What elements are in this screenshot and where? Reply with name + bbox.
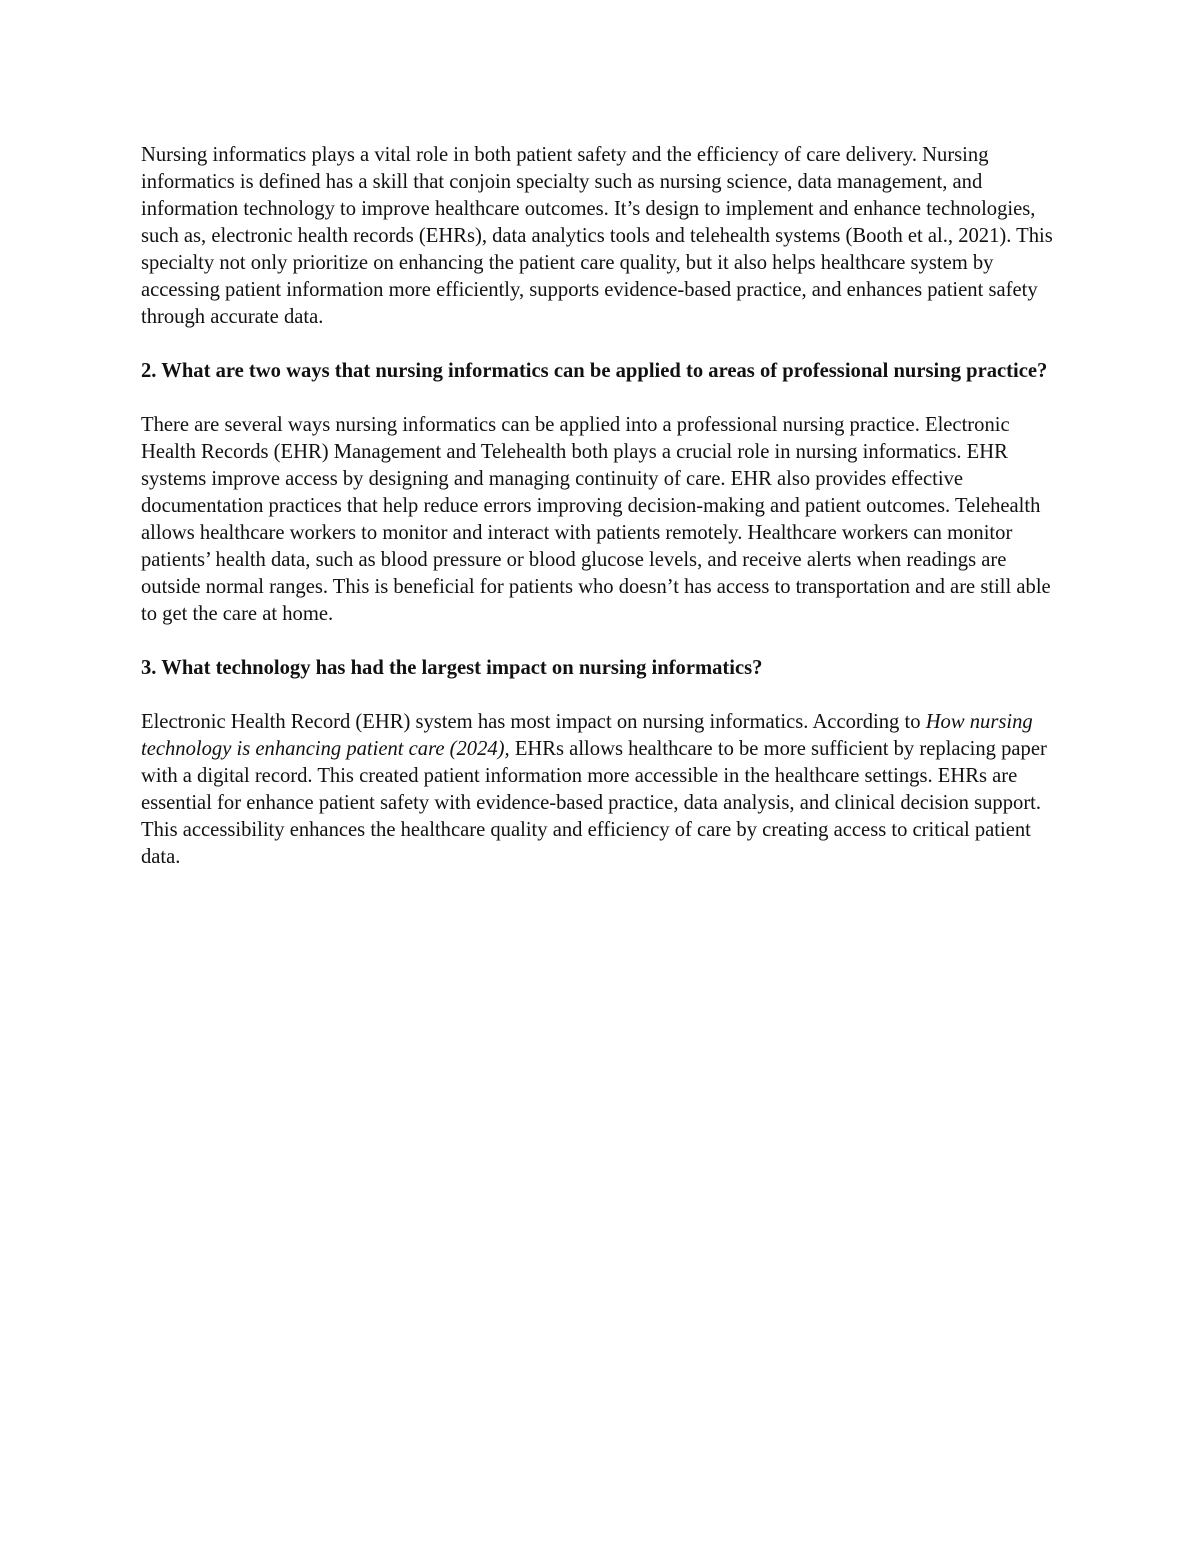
intro-paragraph: Nursing informatics plays a vital role in both patient safety and the efficiency of care delivery. Nursing informatics is defined has a skill that conjoin specialty such as nursing science, data management, and information technology to improve healthcare outcomes. It’s design to implement and enhance technologies, such as, electronic health records (EHRs), data analytics tools and telehealth systems (Booth et al., 2021). This specialty not only prioritize on enhancing the patient care quality, but it also helps healthcare system by accessing patient information more efficiently, supports evidence-based practice, and enhances patient safety through accurate data. [141, 144, 1053, 328]
answer-3-text-start: Electronic Health Record (EHR) system has most impact on nursing informatics. According to [141, 711, 926, 733]
answer-3-text-end: EHRs allows healthcare to be more sufficient by replacing paper with a digital record. This created patient information more accessible in the healthcare settings. EHRs are essential for enhance patient safety with evidence-based practice, data analysis, and clinical decision support. This accessibility enhances the healthcare quality and efficiency of care by creating access to critical patient data. [141, 738, 1047, 868]
document-body [141, 142, 1066, 898]
question-2-heading: 2. What are two ways that nursing informatics can be applied to areas of professional nursing practice? [141, 360, 1048, 382]
answer-2-paragraph: There are several ways nursing informatics can be applied into a professional nursing practice. Electronic Health Records (EHR) Management and Telehealth both plays a crucial role in nursing informatics. EHR systems improve access by designing and managing continuity of care. EHR also provides effective documentation practices that help reduce errors improving decision-making and patient outcomes. Telehealth allows healthcare workers to monitor and interact with patients remotely. Healthcare workers can monitor patients’ health data, such as blood pressure or blood glucose levels, and receive alerts when readings are outside normal ranges. This is beneficial for patients who doesn’t has access to transportation and are still able to get the care at home. [141, 414, 1051, 625]
answer-3-paragraph [141, 709, 1066, 871]
question-3-heading: 3. What technology has had the largest impact on nursing informatics? [141, 657, 763, 679]
answer-3-citation: How nursing technology is enhancing patient care (2024), [141, 711, 1033, 760]
